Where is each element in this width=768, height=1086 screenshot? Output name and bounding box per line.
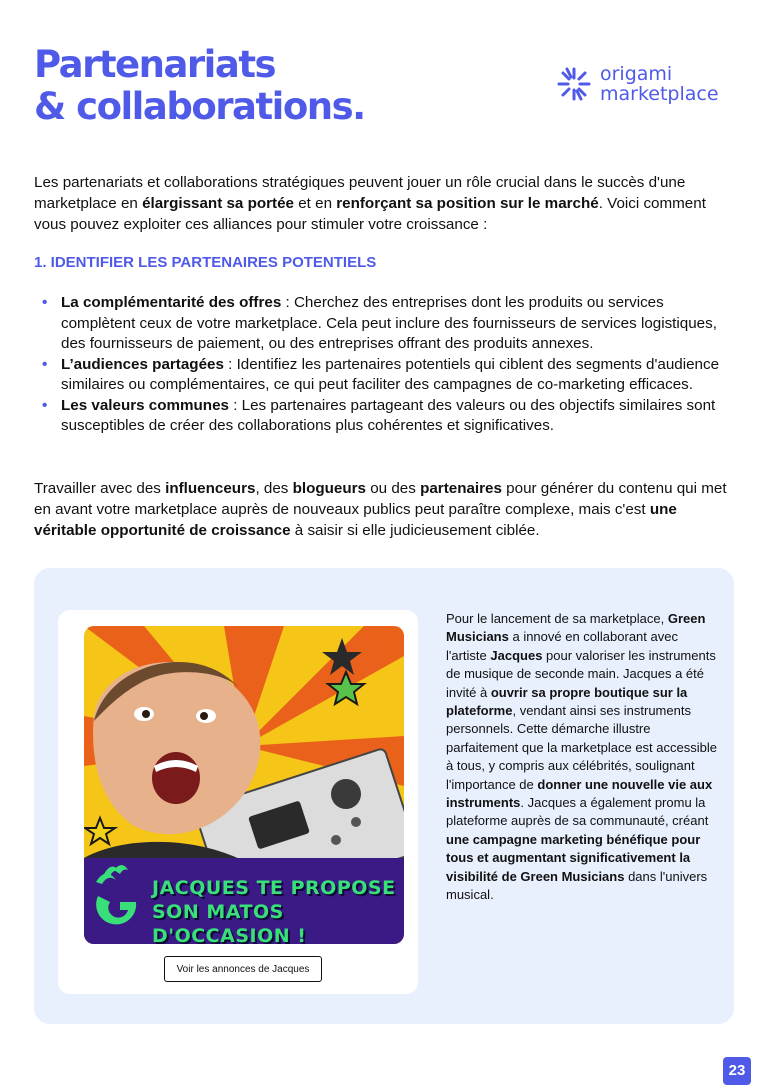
case-bold-4: donner une nouvelle vie aux instruments: [446, 776, 713, 811]
p2-bold-2: blogueurs: [292, 480, 367, 497]
list-item-text: : Cherchez des entreprises dont les produits ou services complètent ceux de votre marketplace. Cela peut inclure des fournisseurs de services logistiques, des fournisseurs de paiement, ou des entreprises offrant des produits annexes.: [61, 294, 717, 352]
promo-banner-text: [152, 876, 402, 944]
case-study-text: [446, 610, 718, 905]
p2-bold-4: une véritable opportunité de croissance: [34, 501, 677, 539]
list-item-title: Les valeurs communes: [61, 396, 229, 414]
page-number: 23: [723, 1057, 751, 1085]
case-study-card: [58, 610, 418, 994]
intro-bold-2: renforçant sa position sur le marché: [336, 195, 599, 212]
intro-text-1: Les partenariats et collaborations stratégiques peuvent jouer un rôle crucial dans le succès d'une marketplace en: [34, 174, 686, 212]
list-item-text: : Les partenaires partageant des valeurs ou des objectifs similaires sont susceptibles de créer des collaborations plus cohérentes et significatives.: [61, 396, 716, 434]
logo-text-line-2: marketplace: [600, 83, 719, 105]
partner-criteria-list: [34, 293, 734, 437]
case-text-3: pour valoriser les instruments de musique de seconde main. Jacques a été invité à: [446, 647, 716, 700]
p2-text-2: , des: [255, 480, 293, 497]
jacques-promo-image: [84, 626, 404, 944]
case-text-6: dans l'univers musical.: [446, 868, 708, 903]
p2-text-5: à saisir si elle judicieusement ciblée.: [290, 522, 540, 539]
intro-bold-1: élargissant sa portée: [142, 195, 295, 212]
logo-text-line-1: origami: [600, 63, 673, 85]
list-item: [34, 355, 734, 396]
list-item: [34, 293, 734, 355]
case-text-1: Pour le lancement de sa marketplace,: [446, 611, 668, 626]
page-title: [34, 44, 365, 128]
p2-bold-1: influenceurs: [165, 480, 256, 497]
p2-bold-3: partenaires: [420, 480, 502, 497]
intro-paragraph: [34, 172, 734, 235]
promo-banner-line-2: SON MATOS D'OCCASION !: [152, 901, 307, 944]
case-study-panel: [34, 568, 734, 1024]
list-item-title: La complémentarité des offres: [61, 294, 282, 311]
case-text-4: , vendant ainsi ses instruments personnels. Cette démarche illustre parfaitement que la marketplace est accessible à tous, y compris aux célébrités, soulignant l'importance de: [446, 703, 717, 792]
p2-text-4: pour générer du contenu qui met en avant votre marketplace auprès de nouveaux publics peut paraître complexe, mais c'est: [34, 480, 727, 518]
origami-marketplace-logo: [556, 64, 719, 104]
intro-text-3: . Voici comment vous pouvez exploiter ces alliances pour stimuler votre croissance :: [34, 195, 706, 233]
p2-text-1: Travailler avec des: [34, 480, 166, 497]
list-item-text: : Identifiez les partenaires potentiels qui ciblent des segments d'audience similaires ou complémentaires, ce qui peut faciliter des campagnes de co-marketing efficaces.: [61, 355, 720, 393]
view-listings-button[interactable]: Voir les annonces de Jacques: [164, 956, 322, 982]
case-bold-1: Green Musicians: [446, 611, 706, 645]
p2-text-3: ou des: [366, 480, 421, 497]
origami-logo-icon: [556, 66, 592, 102]
intro-text-2: et en: [294, 195, 337, 212]
page-title-line-2: & collaborations.: [34, 85, 365, 128]
case-text-5: . Jacques a également promu la plateforme auprès de sa communauté, créant: [446, 795, 709, 829]
influencer-paragraph: [34, 478, 734, 541]
promo-banner-line-1: JACQUES TE PROPOSE: [152, 877, 396, 899]
section-title: 1. IDENTIFIER LES PARTENAIRES POTENTIELS: [34, 254, 377, 271]
list-item: [34, 396, 734, 437]
page-title-line-1: Partenariats: [34, 43, 276, 86]
case-bold-2: Jacques: [490, 647, 543, 663]
case-bold-5: une campagne marketing bénéfique pour tous et augmentant significativement la visibilité de Green Musicians: [446, 831, 701, 884]
list-item-title: L’audiences partagées: [61, 355, 224, 373]
logo-text: [600, 64, 719, 104]
case-bold-3: ouvrir sa propre boutique sur la plateforme: [446, 684, 688, 719]
case-text-2: a innové en collaborant avec l'artiste: [446, 629, 678, 663]
